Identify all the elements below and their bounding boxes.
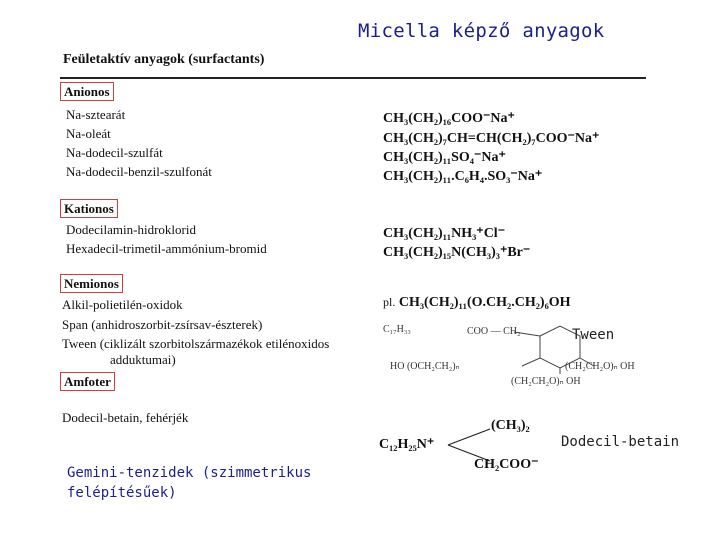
tween-r5: (CH₂CH₂O)ₙ OH (511, 376, 581, 387)
nemionos-formula (383, 293, 571, 312)
tween-r2: COO — CH₂ (467, 326, 521, 337)
section-kationos: Kationos (60, 199, 118, 218)
section-amfoter: Amfoter (60, 372, 115, 391)
kationos-item-1: Dodecilamin-hidroklorid (66, 222, 196, 237)
surfactants-heading: Feületaktív anyagok (surfactants) (63, 52, 265, 67)
section-anionos: Anionos (60, 82, 114, 101)
tween-r3: HO (OCH₂CH₂)ₙ (390, 361, 460, 372)
nemionos-item-4: adduktumai) (110, 352, 176, 367)
anionos-formula-4: CH₃(CH₂)₁₁.C₆H₄.SO₃⁻Na⁺ (383, 169, 543, 184)
tween-label: Tween (572, 327, 615, 343)
betaine-bond-up (448, 429, 490, 445)
anionos-item-3: Na-dodecil-szulfát (66, 145, 163, 160)
kationos-item-2: Hexadecil-trimetil-ammónium-bromid (66, 241, 267, 256)
anionos-item-4: Na-dodecil-benzil-szulfonát (66, 164, 212, 179)
betaine-left: C₁₂H₂₅N⁺ (379, 437, 435, 452)
anionos-formula-2: CH₃(CH₂)₇CH=CH(CH₂)₇COO⁻Na⁺ (383, 131, 600, 146)
nemionos-item-3: Tween (ciklizált szorbitolszármazékok etilénoxidos (62, 336, 330, 351)
kationos-formula-2: CH₃(CH₂)₁₅N(CH₃)₃⁺Br⁻ (383, 245, 531, 260)
betaine-bottom: CH₂COO⁻ (474, 457, 539, 472)
tween-bond-4 (522, 358, 540, 366)
section-nemionos: Nemionos (60, 274, 123, 293)
betaine-label: Dodecil-betain (561, 434, 680, 450)
anionos-item-2: Na-oleát (66, 126, 111, 141)
heading-divider (60, 77, 646, 79)
gemini-note: Gemini-tenzidek (szimmetrikus felépítésűek) (67, 465, 312, 501)
nemionos-item-1: Alkil-polietilén-oxidok (62, 297, 183, 312)
slide-title: Micella képző anyagok (358, 20, 605, 42)
amfoter-item-1: Dodecil-betain, fehérjék (62, 410, 189, 425)
anionos-item-1: Na-sztearát (66, 107, 126, 122)
tween-r4: (CH₂CH₂O)ₙ OH (565, 361, 635, 372)
betaine-top: (CH₃)₂ (491, 418, 530, 433)
nemionos-formula-text: CH₃(CH₂)₁₁(O.CH₂.CH₂)₆OH (398, 295, 571, 310)
formula-prefix: pl. (383, 295, 396, 309)
tween-r1: C₁₇H₃₃ (383, 324, 411, 335)
kationos-formula-1: CH₃(CH₂)₁₁NH₃⁺Cl⁻ (383, 226, 506, 241)
nemionos-item-2: Span (anhidroszorbit-zsírsav-észterek) (62, 317, 263, 332)
anionos-formula-1: CH₃(CH₂)₁₆COO⁻Na⁺ (383, 111, 515, 126)
anionos-formula-3: CH₃(CH₂)₁₁SO₄⁻Na⁺ (383, 150, 506, 165)
